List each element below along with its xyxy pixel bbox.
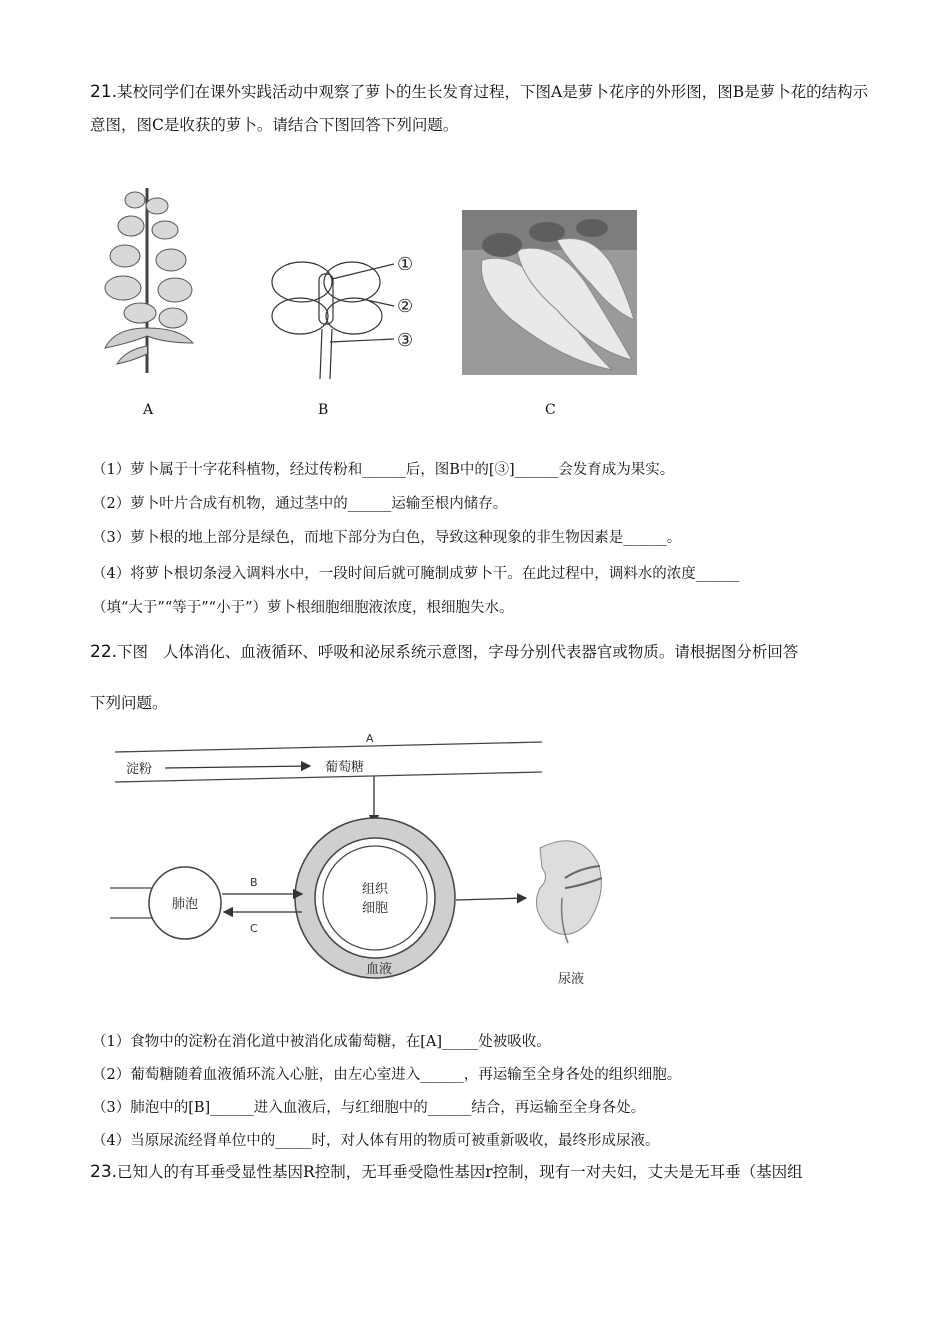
q22-diagram	[110, 728, 650, 1000]
blood-to-kidney-arrow	[456, 898, 526, 900]
q21-item-4: （4）将萝卜根切条浸入调料水中，一段时间后就可腌制成萝卜干。在此过程中，调料水的浓度______	[92, 566, 740, 582]
tissue-label-line1: 组织	[362, 882, 389, 897]
alveolus-label: 肺泡	[172, 897, 199, 912]
figure-b-label: B	[318, 402, 329, 418]
q22-item-2: （2）葡萄糖随着血液循环流入心脏，由左心室进入______，再运输至全身各处的组织细胞。	[92, 1067, 682, 1083]
q22-item-1: （1）食物中的淀粉在消化道中被消化成葡萄糖，在[A]_____处被吸收。	[92, 1034, 551, 1050]
q22-item-3: （3）肺泡中的[B]______进入血液后，与红细胞中的______结合，再运输至全身各处。	[92, 1100, 646, 1116]
q23-paragraph	[90, 1156, 880, 1189]
glucose-label: 葡萄糖	[325, 760, 365, 775]
tissue-cell-circle	[323, 846, 427, 950]
label-c: C	[250, 922, 258, 935]
kidney-icon	[536, 841, 602, 943]
q22-text-line2: 下列问题。	[90, 694, 168, 712]
q21-paragraph	[90, 76, 880, 142]
figure-a-flower-raceme	[95, 178, 205, 378]
urine-label: 尿液	[558, 972, 585, 987]
q22-text-line1: 下图 人体消化、血液循环、呼吸和泌尿系统示意图，字母分别代表器官或物质。请根据图分析回答	[117, 643, 799, 661]
figure-b-flower-structure	[262, 244, 432, 384]
tissue-label-line2: 细胞	[362, 901, 389, 916]
figure-a-label: A	[143, 402, 154, 418]
q21-item-2: （2）萝卜叶片合成有机物，通过茎中的______运输至根内储存。	[92, 496, 508, 512]
q21-text: 某校同学们在课外实践活动中观察了萝卜的生长发育过程，下图A是萝卜花序的外形图，图B是萝卜花的结构示意图，图C是收获的萝卜。请结合下图回答下列问题。	[90, 83, 869, 134]
q21-number: 21.	[90, 82, 118, 102]
callout-1: ①	[397, 254, 414, 275]
q21-item-3: （3）萝卜根的地上部分是绿色，而地下部分为白色，导致这种现象的非生物因素是______。	[92, 530, 682, 546]
figure-c-radish-photo	[462, 210, 637, 375]
callout-3: ③	[397, 330, 414, 351]
q21-item-4-cont: （填“大于”“等于”“小于”）萝卜根细胞细胞液浓度，根细胞失水。	[92, 600, 514, 616]
q21-item-1: （1）萝卜属于十字花科植物，经过传粉和______后，图B中的[③]______会发育成为果实。	[92, 462, 675, 478]
q23-number: 23.	[90, 1162, 118, 1182]
figure-c-label: C	[545, 402, 556, 418]
q22-number: 22.	[90, 642, 118, 662]
starch-label: 淀粉	[126, 762, 153, 777]
starch-to-glucose-arrow	[165, 766, 310, 768]
label-a: A	[366, 732, 374, 745]
q22-paragraph	[90, 636, 880, 720]
blood-label: 血液	[366, 962, 393, 977]
label-b: B	[250, 876, 258, 889]
q23-text: 已知人的有耳垂受显性基因R控制，无耳垂受隐性基因r控制，现有一对夫妇，丈夫是无耳垂（基因组	[117, 1163, 803, 1181]
q22-item-4: （4）当原尿流经肾单位中的_____时，对人体有用的物质可被重新吸收，最终形成尿液。	[92, 1133, 660, 1149]
callout-2: ②	[397, 296, 414, 317]
